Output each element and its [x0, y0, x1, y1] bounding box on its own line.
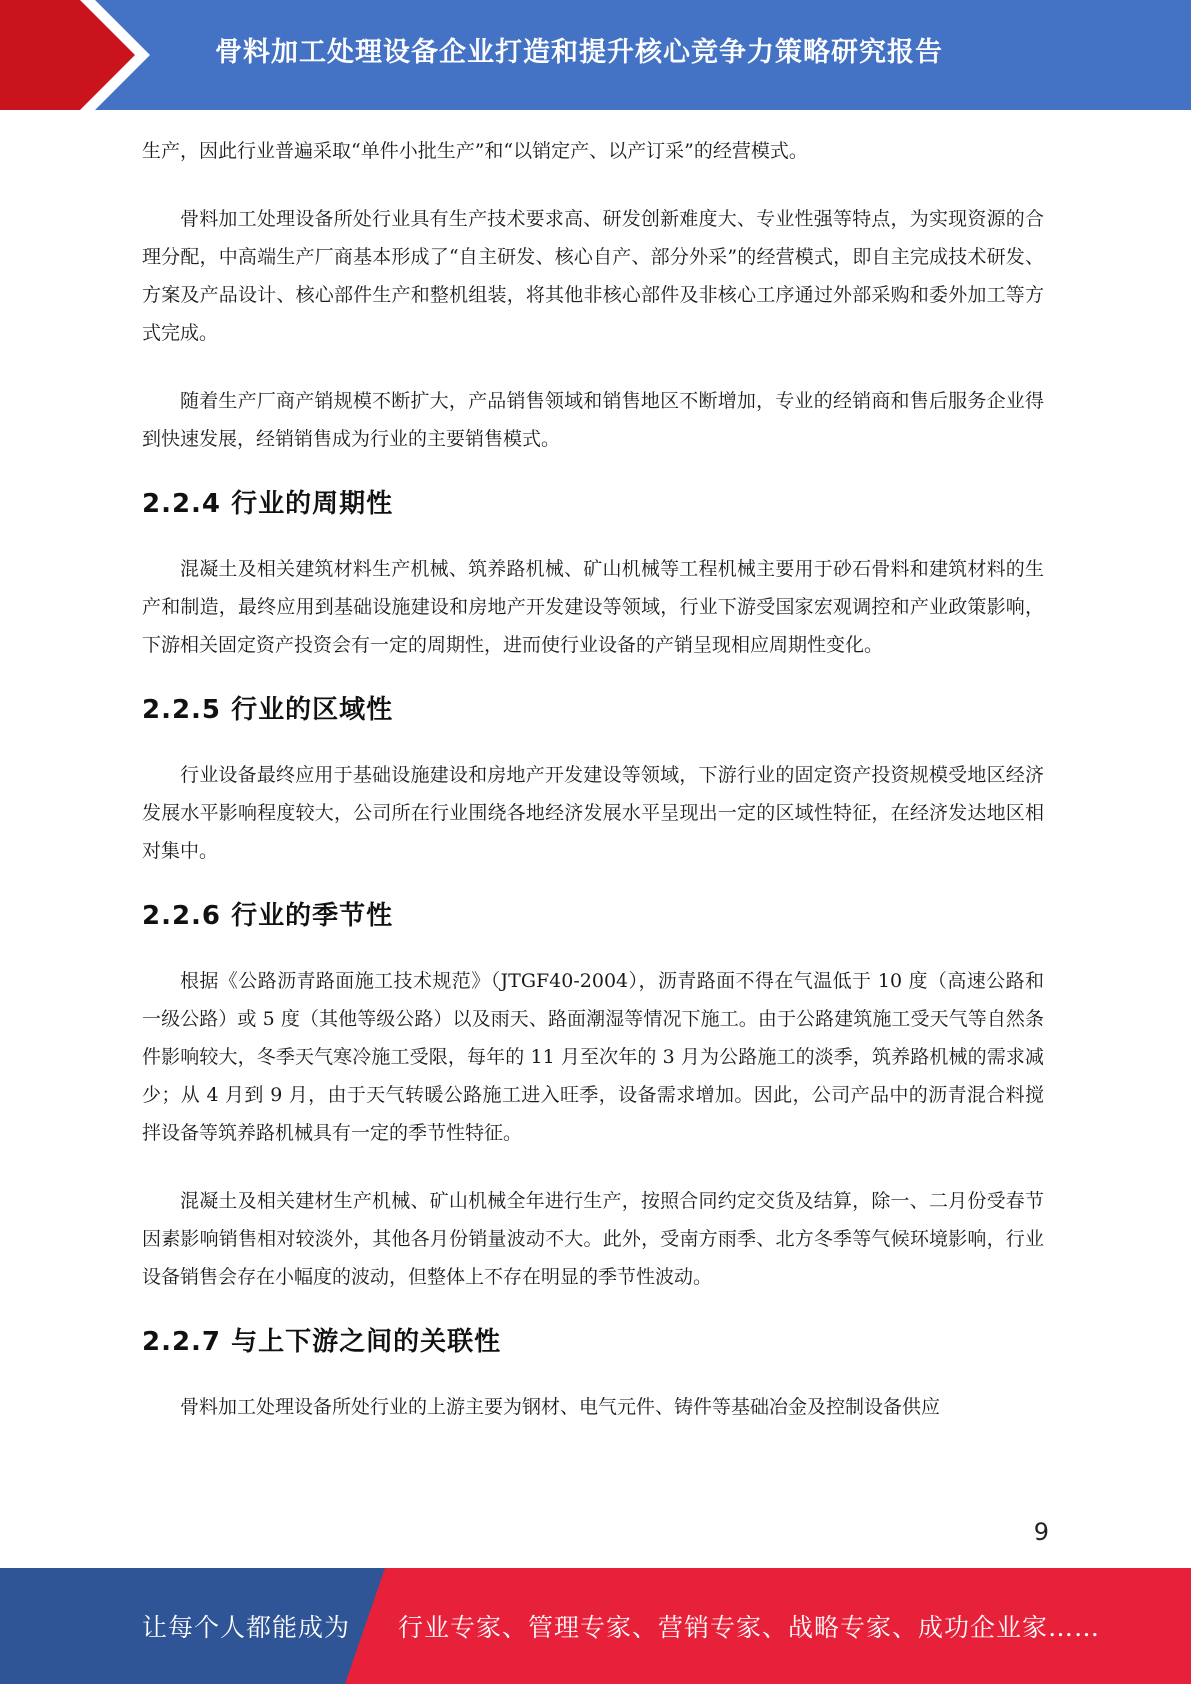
- paragraph: 根据《公路沥青路面施工技术规范》（JTGF40-2004），沥青路面不得在气温低于 10 度（高速公路和一级公路）或 5 度（其他等级公路）以及雨天、路面潮湿等情况下施工。由于公路建筑施工受天气等自然条件影响较大，冬季天气寒冷施工受限，每年的 11 月至次年的 3 月为公路施工的淡季，筑养路机械的需求减少；从 4 月到 9 月，由于天气转暖公路施工进入旺季，设备需求增加。因此，公司产品中的沥青混合料搅拌设备等筑养路机械具有一定的季节性特征。: [142, 970, 1044, 1144]
- section-heading: 2.2.7 与上下游之间的关联性: [142, 1327, 502, 1357]
- paragraph: 混凝土及相关建材生产机械、矿山机械全年进行生产，按照合同约定交货及结算，除一、二月份受春节因素影响销售相对较淡外，其他各月份销量波动不大。此外，受南方雨季、北方冬季等气候环境影响，行业设备销售会存在小幅度的波动，但整体上不存在明显的季节性波动。: [142, 1190, 1044, 1288]
- page-number: 9: [1033, 1518, 1049, 1546]
- document-title: 骨料加工处理设备企业打造和提升核心竞争力策略研究报告: [215, 37, 943, 68]
- page-header: [0, 0, 1191, 110]
- footer-slogan-left: 让每个人都能成为: [142, 1613, 351, 1642]
- footer-slogan-right: 行业专家、管理专家、营销专家、战略专家、成功企业家……: [398, 1613, 1101, 1642]
- section-heading: 2.2.4 行业的周期性: [142, 489, 394, 519]
- paragraph: 混凝土及相关建筑材料生产机械、筑养路机械、矿山机械等工程机械主要用于砂石骨料和建筑材料的生产和制造，最终应用到基础设施建设和房地产开发建设等领域，行业下游受国家宏观调控和产业政策影响，下游相关固定资产投资会有一定的周期性，进而使行业设备的产销呈现相应周期性变化。: [142, 558, 1044, 656]
- paragraph: 行业设备最终应用于基础设施建设和房地产开发建设等领域，下游行业的固定资产投资规模受地区经济发展水平影响程度较大，公司所在行业围绕各地经济发展水平呈现出一定的区域性特征，在经济发达地区相对集中。: [142, 764, 1044, 862]
- paragraph: 生产，因此行业普遍采取“单件小批生产”和“以销定产、以产订采”的经营模式。: [142, 140, 808, 162]
- paragraph: 随着生产厂商产销规模不断扩大，产品销售领域和销售地区不断增加，专业的经销商和售后服务企业得到快速发展，经销销售成为行业的主要销售模式。: [142, 390, 1044, 450]
- paragraph: 骨料加工处理设备所处行业具有生产技术要求高、研发创新难度大、专业性强等特点，为实现资源的合理分配，中高端生产厂商基本形成了“自主研发、核心自产、部分外采”的经营模式，即自主完成技术研发、方案及产品设计、核心部件生产和整机组装，将其他非核心部件及非核心工序通过外部采购和委外加工等方式完成。: [142, 208, 1044, 344]
- section-heading: 2.2.5 行业的区域性: [142, 695, 394, 725]
- paragraph: 骨料加工处理设备所处行业的上游主要为钢材、电气元件、铸件等基础冶金及控制设备供应: [180, 1396, 941, 1418]
- page-footer: [0, 1568, 1191, 1684]
- header-chevron-decoration: [0, 0, 160, 110]
- section-heading: 2.2.6 行业的季节性: [142, 901, 394, 931]
- page-content: [142, 132, 1044, 1426]
